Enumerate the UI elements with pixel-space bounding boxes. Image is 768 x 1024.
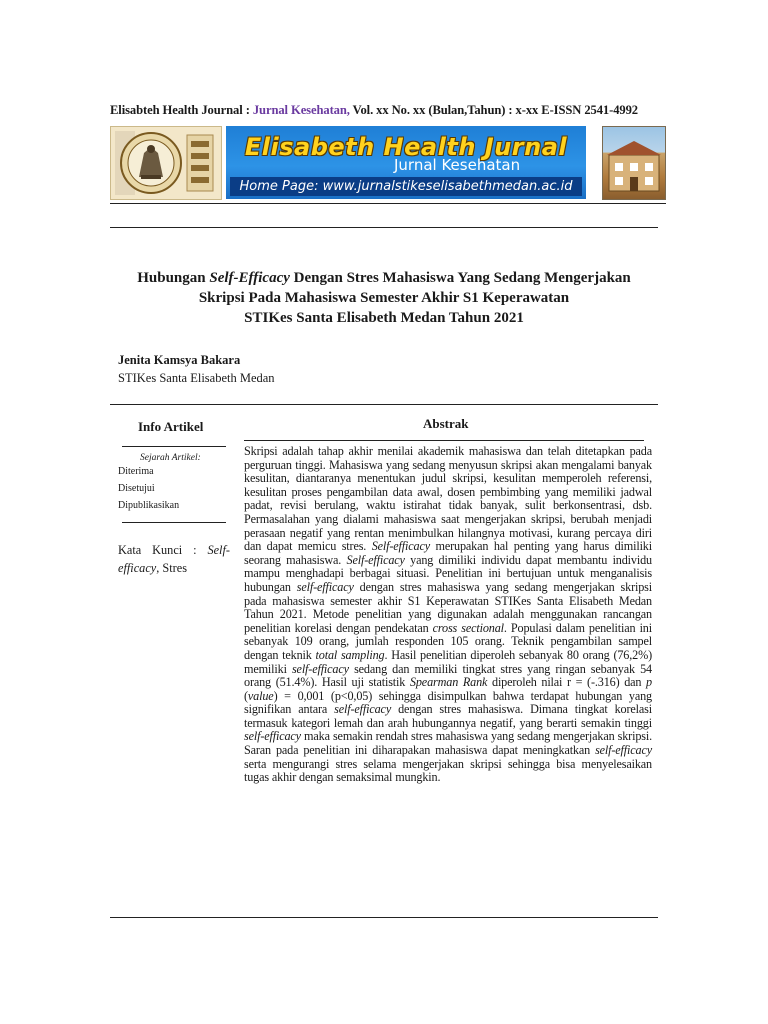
abstract-text: sedang dan memiliki tingkat stres yang ringan sebanyak 54 orang (51.4%). Hasil uji statistik <box>244 661 652 690</box>
author-affiliation: STIKes Santa Elisabeth Medan <box>118 371 275 385</box>
history-label: Sejarah Artikel: <box>140 453 201 463</box>
title-top-rule <box>110 227 658 228</box>
journal-meta: Vol. xx No. xx (Bulan,Tahun) : x-xx E-ISSN 2541-4992 <box>349 103 638 117</box>
abstract-italic-term: self-efficacy <box>244 729 301 744</box>
abstract-text: Skripsi adalah tahap akhir menilai akademik mahasiswa dan telah ditetapkan pada perguruan tinggi. Mahasiswa yang sedang menyusun skripsi akan mengalami banyak kesulitan, diantaranya menentukan judul skripsi, kesulitan memperoleh referensi, kesulitan proses pengambilan data awal, dosen pembimbing yang memiliki jadwal padat, revisi berulang, waktu istirahat tidak banyak, sulit berkonsentrasi, dsb. Permasalahan yang dialami mahasiswa saat mengerjakan skripsi, berubah menjadi perasaan negatif yang rentan menimbulkan hilangnya motivasi, kurang percaya diri dan dapat memicu stres. <box>244 444 652 554</box>
keywords-italic: Self-efficacy <box>118 543 230 575</box>
abstract-italic-term: Self-efficacy <box>346 552 405 567</box>
abstract-text: ( <box>244 688 248 703</box>
info-heading: Info Artikel <box>138 419 204 434</box>
journal-subtitle: Jurnal Kesehatan, <box>252 103 350 117</box>
info-rule-2 <box>122 522 226 523</box>
article-title <box>110 268 658 328</box>
banner-subtitle: Jurnal Kesehatan <box>394 156 521 174</box>
abstract-text: . Hasil penelitian diperoleh sebanyak 80 orang (76,2%) memiliki <box>244 647 653 676</box>
abstract-italic-term: self-efficacy <box>296 579 354 594</box>
seal-icon <box>111 127 221 199</box>
history-received: Diterima <box>118 466 154 477</box>
abstract-italic-term: total sampling <box>315 647 385 662</box>
abstract-text: maka semakin rendah stres mahasiswa yang sedang mengerjakan skripsi. Saran pada penelitian ini diharapakan mahasiswa dapat meningkatkan <box>244 729 652 758</box>
abstract-body <box>244 445 652 785</box>
abstract-italic-term: Self-efficacy <box>371 539 430 554</box>
abstract-heading: Abstrak <box>423 416 469 431</box>
header-rule <box>110 203 666 204</box>
abstract-italic-term: self-efficacy <box>334 702 392 717</box>
abstract-italic-term: p <box>646 675 652 690</box>
journal-banner <box>110 126 666 201</box>
title-part-b: Self-Efficacy <box>209 270 290 286</box>
footer-rule <box>110 917 658 918</box>
abstract-text: . Populasi dalam penelitian ini sebanyak 109 orang, jumlah responden 105 orang. Teknik pengambilan sampel dengan teknik <box>244 620 652 662</box>
abstract-italic-term: cross sectional <box>432 620 504 635</box>
abstract-text: yang dimiliki individu dapat membantu individu mampu menghadapi berbagai situasi. Penelitian ini bertujuan untuk menganalisis hubungan <box>244 552 652 594</box>
history-published: Dipublikasikan <box>118 500 180 511</box>
title-line-3: STIKes Santa Elisabeth Medan Tahun 2021 <box>244 310 524 326</box>
campus-photo <box>602 126 666 200</box>
author-name: Jenita Kamsya Bakara <box>118 353 241 367</box>
abstract-text: diperoleh nilai r = (-.316) dan <box>487 675 647 690</box>
keywords <box>118 541 230 577</box>
banner-title: Elisabeth Health Jurnal <box>244 133 568 161</box>
info-rule-1 <box>122 446 226 447</box>
title-part-a: Hubungan <box>137 270 210 286</box>
history-approved: Disetujui <box>118 483 155 494</box>
abstract-text: serta mengurangi stres selama mengerjakan skripsi sehingga bisa menyelesaikan tugas akhir dengan semaksimal mungkin. <box>244 756 652 785</box>
abstract-text: ) = 0,001 (p<0,05) sehingga disimpulkan bahwa terdapat hubungan yang signifikan antara <box>244 688 652 717</box>
abstract-italic-term: self-efficacy <box>595 743 652 758</box>
abstract-text: merupakan hal penting yang harus dimiliki seorang mahasiswa. <box>244 539 652 567</box>
abstract-italic-term: value <box>247 688 274 703</box>
abstract-text: dengan stres mahasiswa. Dimana tingkat korelasi termasuk kategori lemah dan arah hubungannya negatif, yang berarti semakin tinggi <box>244 702 652 730</box>
keywords-label: Kata Kunci : <box>118 543 208 557</box>
author-bottom-rule <box>110 404 658 405</box>
abstract-italic-term: self-efficacy <box>291 661 349 676</box>
building-icon <box>603 127 665 199</box>
title-part-c: Dengan Stres Mahasiswa Yang Sedang Mengerjakan <box>289 270 631 286</box>
stikes-logo <box>110 126 222 200</box>
journal-header <box>110 103 670 118</box>
abstract-italic-term: Spearman Rank <box>409 675 488 690</box>
banner-band <box>226 126 586 199</box>
title-line-1 <box>110 268 658 288</box>
title-line-2: Skripsi Pada Mahasiswa Semester Akhir S1 Keperawatan <box>198 290 570 306</box>
keywords-rest: , Stres <box>156 561 187 575</box>
journal-separator: : <box>242 103 253 117</box>
abstract-top-rule <box>244 440 644 441</box>
banner-homepage[interactable]: Home Page: www.jurnalstikeselisabethmedan.ac.id <box>230 177 582 196</box>
abstract-text: dengan stres mahasiswa yang sedang mengerjakan skripsi pada mahasiswa semester akhir S1 Keperawatan STIKes Santa Elisabeth Medan Tahun 2021. Metode penelitian yang digunakan adalah menggunakan rancangan penelitian korelasi dengan pendekatan <box>244 579 653 635</box>
journal-name: Elisabteh Health Journal <box>110 103 243 117</box>
